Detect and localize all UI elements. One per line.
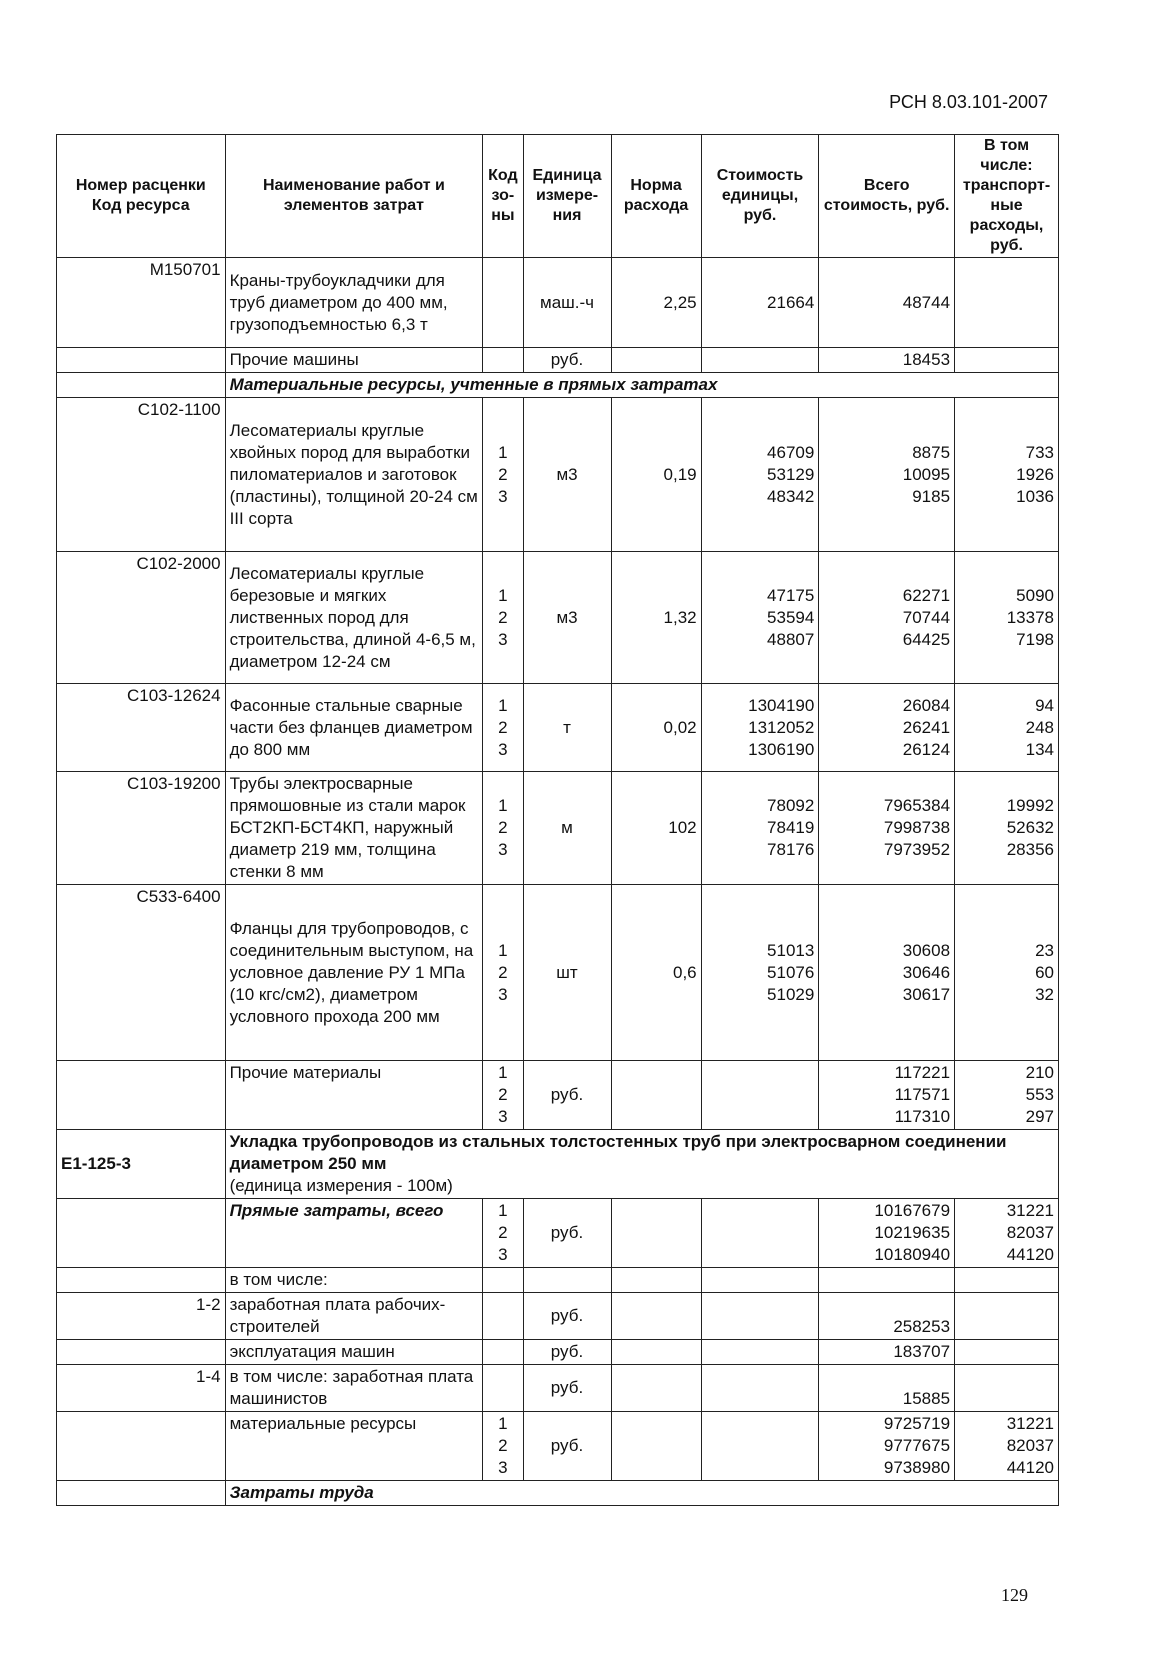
section-unit-note: (единица измерения - 100м) bbox=[229, 1176, 453, 1195]
column-header-unit: Единица измере-ния bbox=[523, 135, 611, 258]
row-unit-cost: 21664 bbox=[701, 258, 819, 348]
row-zone bbox=[483, 348, 523, 373]
row-total: 7965384 7998738 7973952 bbox=[819, 772, 955, 885]
row-unit: шт bbox=[523, 885, 611, 1061]
row-unit: руб. bbox=[523, 1340, 611, 1365]
row-unit-cost: 51013 51076 51029 bbox=[701, 885, 819, 1061]
table-row bbox=[57, 348, 1059, 373]
row-code bbox=[57, 1061, 226, 1130]
table-row bbox=[57, 1365, 1059, 1412]
table-row bbox=[57, 1061, 1059, 1130]
row-code bbox=[57, 1199, 226, 1268]
table-row bbox=[57, 1293, 1059, 1340]
row-transport: 31221 82037 44120 bbox=[955, 1199, 1059, 1268]
table-header-row bbox=[57, 135, 1059, 258]
row-unit-cost: 1304190 1312052 1306190 bbox=[701, 684, 819, 772]
row-zones: 1 2 3 bbox=[483, 684, 523, 772]
column-header-code: Номер расценки Код ресурса bbox=[57, 135, 226, 258]
row-norm bbox=[611, 1199, 701, 1268]
row-total: 117221 117571 117310 bbox=[819, 1061, 955, 1130]
row-name: Прочие материалы bbox=[225, 1061, 483, 1130]
table-row bbox=[57, 1199, 1059, 1268]
row-name: Прямые затраты, всего bbox=[225, 1199, 483, 1268]
row-total: 48744 bbox=[819, 258, 955, 348]
row-transport bbox=[955, 258, 1059, 348]
row-unit: руб. bbox=[523, 348, 611, 373]
row-total: 258253 bbox=[819, 1293, 955, 1340]
row-unit: м3 bbox=[523, 398, 611, 552]
row-name: эксплуатация машин bbox=[225, 1340, 483, 1365]
row-code: 1-4 bbox=[57, 1365, 226, 1412]
table-row bbox=[57, 1412, 1059, 1481]
row-unit-cost bbox=[701, 348, 819, 373]
labor-heading-row bbox=[57, 1481, 1059, 1506]
table-row bbox=[57, 1340, 1059, 1365]
row-total: 62271 70744 64425 bbox=[819, 552, 955, 684]
table-row bbox=[57, 552, 1059, 684]
row-transport: 94 248 134 bbox=[955, 684, 1059, 772]
row-total: 10167679 10219635 10180940 bbox=[819, 1199, 955, 1268]
row-zones: 1 2 3 bbox=[483, 552, 523, 684]
column-header-norm: Норма расхода bbox=[611, 135, 701, 258]
row-unit-cost bbox=[701, 1061, 819, 1130]
row-unit-cost: 46709 53129 48342 bbox=[701, 398, 819, 552]
row-total: 26084 26241 26124 bbox=[819, 684, 955, 772]
row-transport: 19992 52632 28356 bbox=[955, 772, 1059, 885]
row-total: 15885 bbox=[819, 1365, 955, 1412]
row-total: 30608 30646 30617 bbox=[819, 885, 955, 1061]
row-transport: 23 60 32 bbox=[955, 885, 1059, 1061]
row-transport: 31221 82037 44120 bbox=[955, 1412, 1059, 1481]
section-title: Укладка трубопроводов из стальных толстостенных труб при электросварном соединении диаметром 250 мм bbox=[229, 1132, 1007, 1173]
document-code-header: РСН 8.03.101-2007 bbox=[889, 92, 1048, 112]
row-name: Лесоматериалы круглые березовые и мягких лиственных пород для строительства, длиной 4-6,5 м, диаметром 12-24 см bbox=[225, 552, 483, 684]
row-name: заработная плата рабочих-строителей bbox=[225, 1293, 483, 1340]
row-code: С102-1100 bbox=[57, 398, 226, 552]
row-transport: 210 553 297 bbox=[955, 1061, 1059, 1130]
column-header-name: Наименование работ и элементов затрат bbox=[225, 135, 483, 258]
row-unit: руб. bbox=[523, 1365, 611, 1412]
row-total: 18453 bbox=[819, 348, 955, 373]
row-transport: 733 1926 1036 bbox=[955, 398, 1059, 552]
labor-heading: Затраты труда bbox=[225, 1481, 1058, 1506]
row-name: в том числе: заработная плата машинистов bbox=[225, 1365, 483, 1412]
materials-heading: Материальные ресурсы, учтенные в прямых затратах bbox=[225, 373, 1058, 398]
row-unit: руб. bbox=[523, 1293, 611, 1340]
row-total: 183707 bbox=[819, 1340, 955, 1365]
column-header-zone: Код зо-ны bbox=[483, 135, 523, 258]
row-name: Фасонные стальные сварные части без фланцев диаметром до 800 мм bbox=[225, 684, 483, 772]
row-unit-cost: 47175 53594 48807 bbox=[701, 552, 819, 684]
row-norm bbox=[611, 1061, 701, 1130]
section-title-cell bbox=[225, 1130, 1058, 1199]
row-zones: 1 2 3 bbox=[483, 1061, 523, 1130]
row-code: М150701 bbox=[57, 258, 226, 348]
table-row bbox=[57, 885, 1059, 1061]
materials-heading-row bbox=[57, 373, 1059, 398]
row-norm: 1,32 bbox=[611, 552, 701, 684]
row-zones: 1 2 3 bbox=[483, 772, 523, 885]
row-transport bbox=[955, 348, 1059, 373]
row-code: С533-6400 bbox=[57, 885, 226, 1061]
row-zones: 1 2 3 bbox=[483, 398, 523, 552]
row-transport: 5090 13378 7198 bbox=[955, 552, 1059, 684]
row-code: С102-2000 bbox=[57, 552, 226, 684]
row-name: в том числе: bbox=[225, 1268, 483, 1293]
row-code: С103-19200 bbox=[57, 772, 226, 885]
row-norm: 2,25 bbox=[611, 258, 701, 348]
section-code: Е1-125-3 bbox=[57, 1130, 226, 1199]
row-zones: 1 2 3 bbox=[483, 885, 523, 1061]
table-row bbox=[57, 398, 1059, 552]
row-code bbox=[57, 348, 226, 373]
row-unit: маш.-ч bbox=[523, 258, 611, 348]
table-row bbox=[57, 772, 1059, 885]
row-code: С103-12624 bbox=[57, 684, 226, 772]
table-row bbox=[57, 1268, 1059, 1293]
row-total: 9725719 9777675 9738980 bbox=[819, 1412, 955, 1481]
table-row bbox=[57, 258, 1059, 348]
row-name: Трубы электросварные прямошовные из стали марок БСТ2КП-БСТ4КП, наружный диаметр 219 мм, толщина стенки 8 мм bbox=[225, 772, 483, 885]
row-norm: 0,19 bbox=[611, 398, 701, 552]
row-zones: 1 2 3 bbox=[483, 1412, 523, 1481]
row-name: материальные ресурсы bbox=[225, 1412, 483, 1481]
row-name: Прочие машины bbox=[225, 348, 483, 373]
row-zone bbox=[483, 258, 523, 348]
row-unit: т bbox=[523, 684, 611, 772]
row-name: Краны-трубоукладчики для труб диаметром до 400 мм, грузоподъемностью 6,3 т bbox=[225, 258, 483, 348]
row-unit: руб. bbox=[523, 1412, 611, 1481]
row-unit: м bbox=[523, 772, 611, 885]
column-header-total: Всего стоимость, руб. bbox=[819, 135, 955, 258]
row-unit: руб. bbox=[523, 1061, 611, 1130]
section-title-row bbox=[57, 1130, 1059, 1199]
row-norm: 0,02 bbox=[611, 684, 701, 772]
table-row bbox=[57, 684, 1059, 772]
row-total: 8875 10095 9185 bbox=[819, 398, 955, 552]
row-norm bbox=[611, 348, 701, 373]
row-name: Фланцы для трубопроводов, с соединительным выступом, на условное давление РУ 1 МПа (10 кгс/см2), диаметром условного прохода 200 мм bbox=[225, 885, 483, 1061]
row-name: Лесоматериалы круглые хвойных пород для выработки пиломатериалов и заготовок (пластины), толщиной 20-24 см III сорта bbox=[225, 398, 483, 552]
row-unit-cost: 78092 78419 78176 bbox=[701, 772, 819, 885]
row-norm: 102 bbox=[611, 772, 701, 885]
row-unit: руб. bbox=[523, 1199, 611, 1268]
row-code: 1-2 bbox=[57, 1293, 226, 1340]
page-number: 129 bbox=[1001, 1585, 1028, 1605]
column-header-unit-cost: Стоимость единицы, руб. bbox=[701, 135, 819, 258]
row-unit: м3 bbox=[523, 552, 611, 684]
row-unit-cost bbox=[701, 1199, 819, 1268]
rates-table bbox=[56, 134, 1059, 1506]
row-norm: 0,6 bbox=[611, 885, 701, 1061]
row-zones: 1 2 3 bbox=[483, 1199, 523, 1268]
column-header-transport: В том числе: транспорт-ные расходы, руб. bbox=[955, 135, 1059, 258]
